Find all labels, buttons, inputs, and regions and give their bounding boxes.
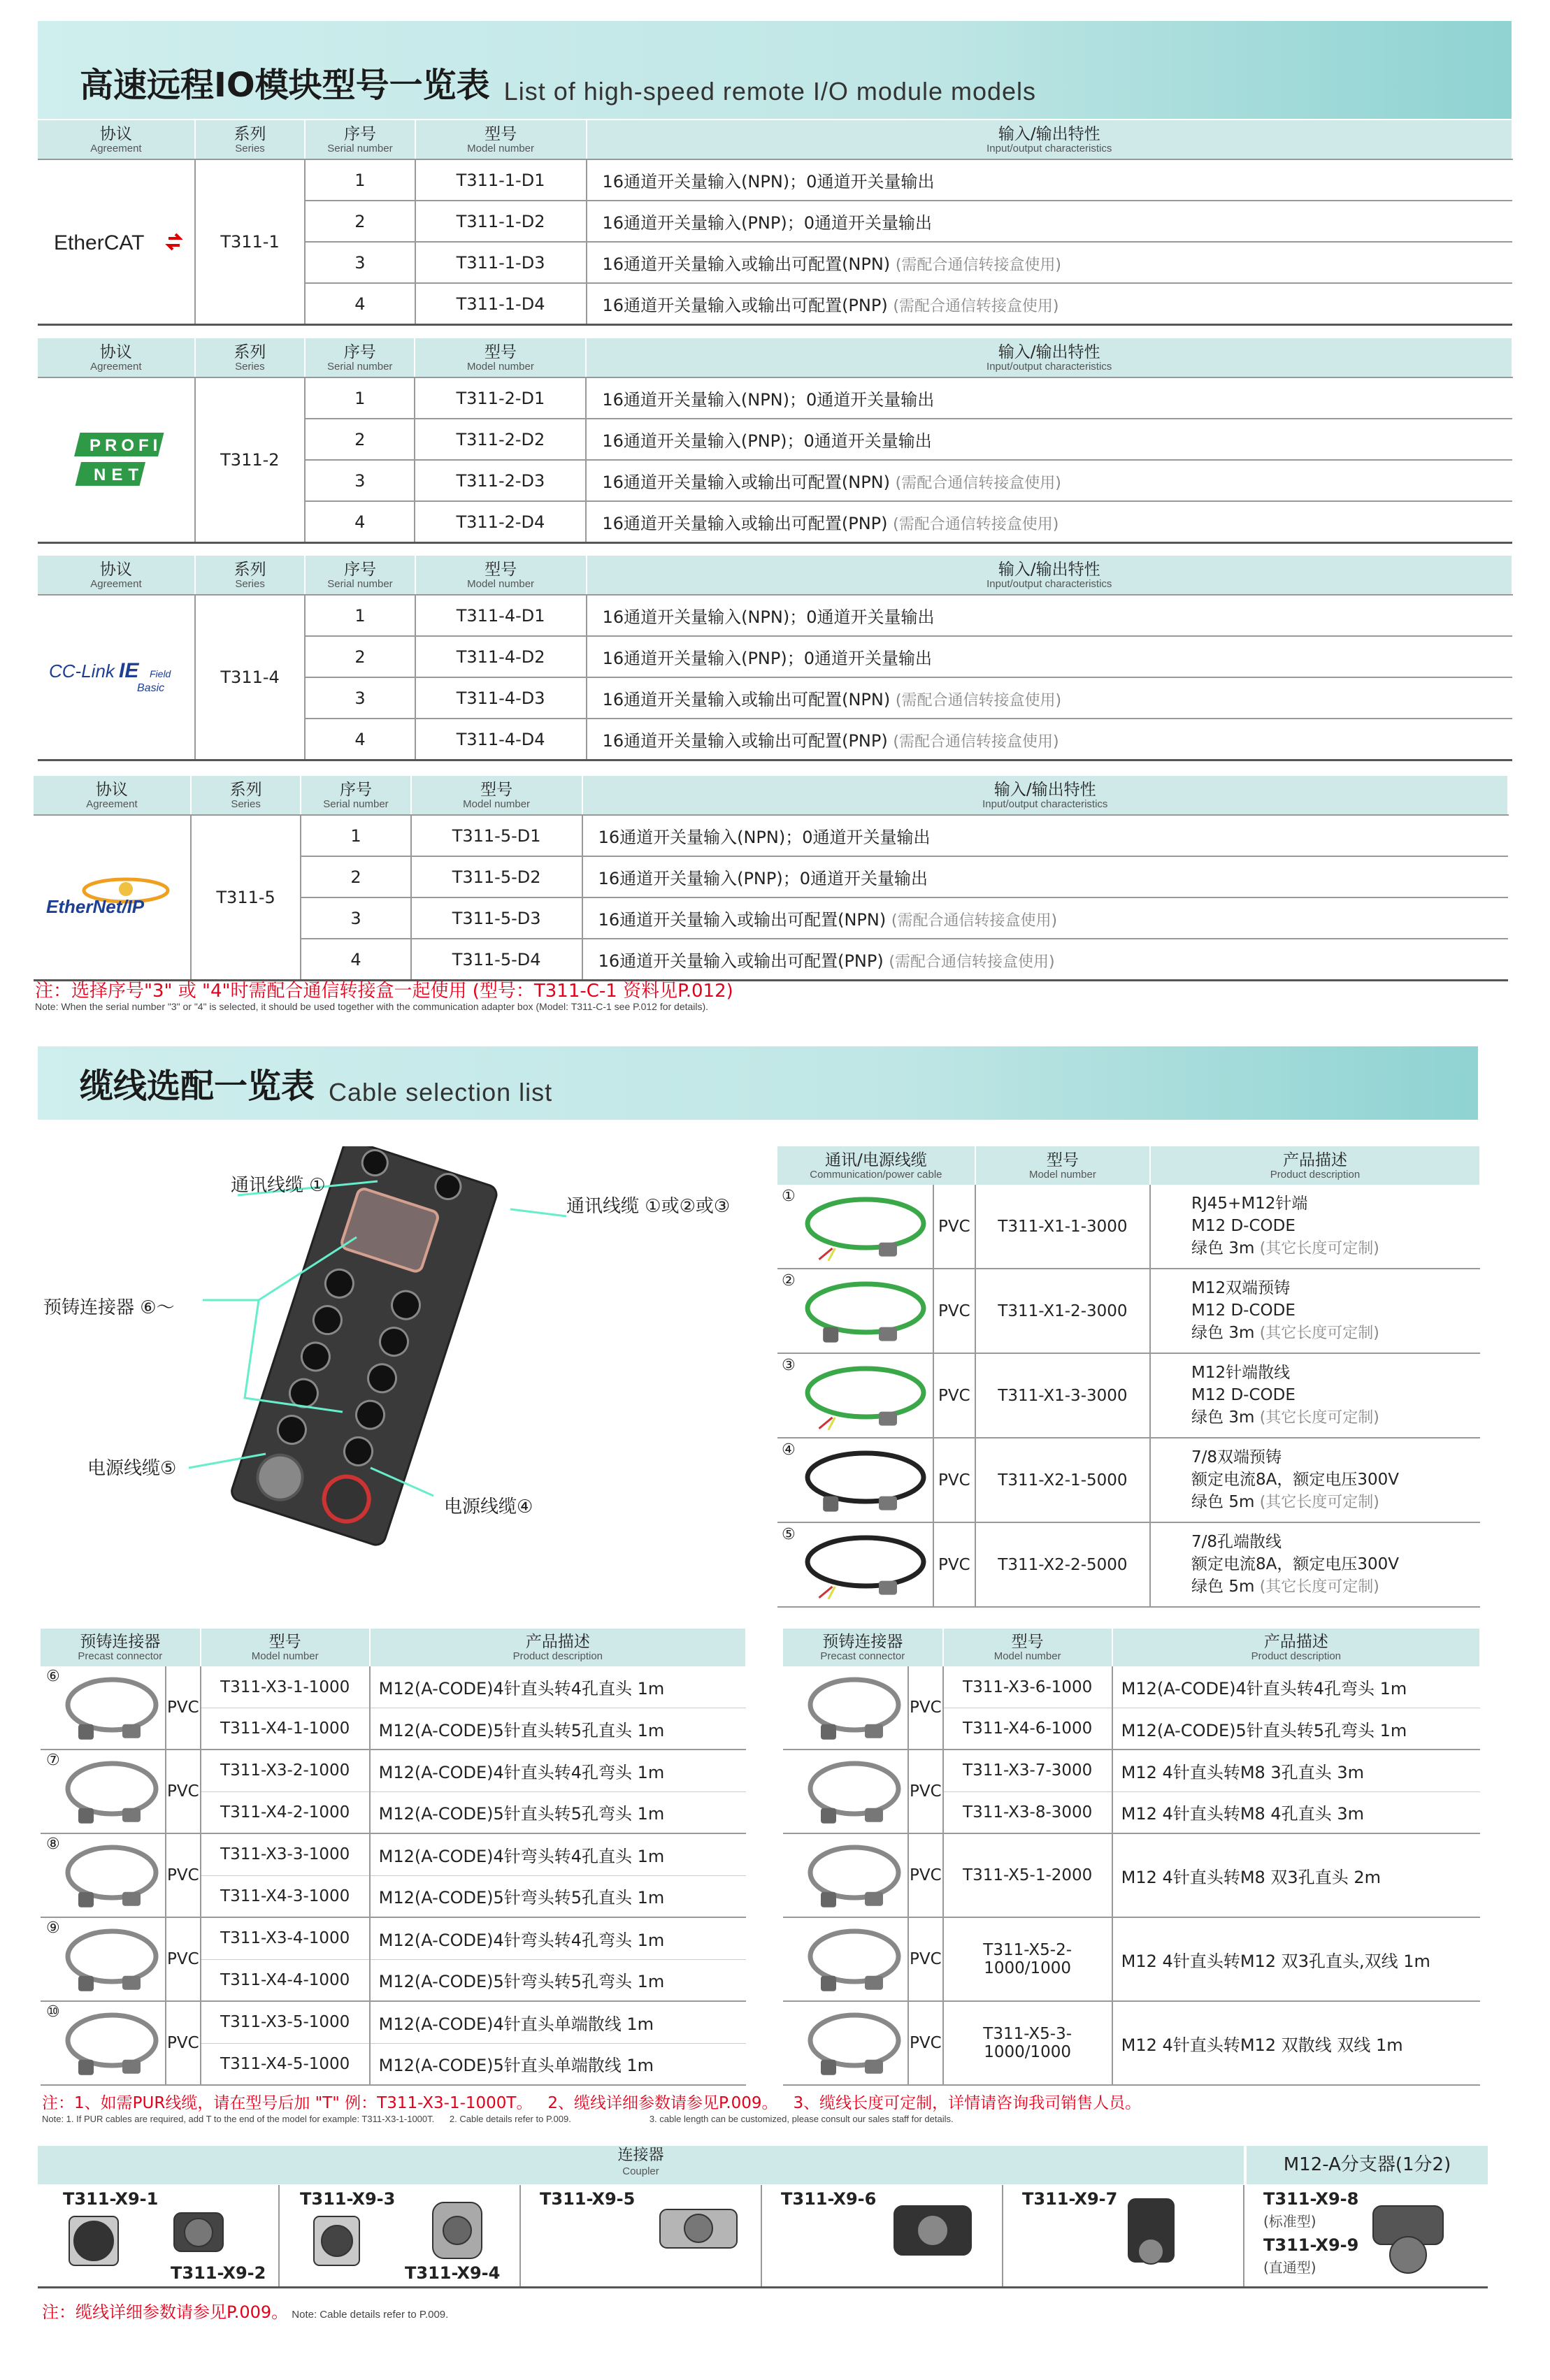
- coupler-x9-4: T311-X9-4: [405, 2263, 501, 2283]
- model-cell: T311-X3-8-3000: [943, 1791, 1112, 1833]
- label-precast: 预铸连接器 ⑥～: [43, 1297, 175, 1318]
- cable-icon: [59, 2005, 164, 2081]
- module-table: [38, 120, 1513, 326]
- coupler-x9-9-type: (直通型): [1263, 2259, 1316, 2276]
- material-cell: PVC: [933, 1353, 975, 1438]
- series-cell: T311-5: [191, 815, 301, 981]
- note3: 注：缆线详细参数请参见P.009。 Note: Cable details refer to P.009.: [42, 2302, 449, 2322]
- material-cell: PVC: [933, 1185, 975, 1269]
- serial-cell: 4: [301, 939, 410, 981]
- label-power4: 电源线缆④: [444, 1496, 533, 1517]
- cable-icon: [802, 1838, 907, 1913]
- serial-cell: 2: [305, 419, 415, 460]
- cable-icon: [799, 1274, 932, 1348]
- desc-cell: M12(A-CODE)5针弯头转5孔弯头 1m: [370, 1959, 746, 2001]
- desc-cell: M12(A-CODE)4针直头单端散线 1m: [370, 2001, 746, 2043]
- profinet-logo: [60, 428, 172, 491]
- section2-title: 缆线选配一览表: [80, 1067, 315, 1106]
- svg-text:IE: IE: [118, 659, 139, 682]
- section2-banner: [38, 1046, 1478, 1120]
- cable-image-cell: ④: [777, 1438, 933, 1522]
- io-cell: 16通道开关量输入(NPN)；0通道开关量输出: [587, 159, 1512, 201]
- cable-image-cell: ②: [777, 1269, 933, 1353]
- header-serial: 序号 Serial number: [305, 120, 415, 159]
- coupler-x9-8: T311-X9-8: [1263, 2189, 1359, 2209]
- ethercat-logo: [50, 224, 182, 259]
- module-row: [38, 595, 1512, 636]
- coupler-x9-9: T311-X9-9: [1263, 2235, 1359, 2255]
- model-cell: T311-4-D3: [415, 677, 587, 719]
- cable-icon: [59, 1754, 164, 1829]
- cable-image-cell: ①: [777, 1185, 933, 1269]
- header-model: 型号 Model number: [415, 338, 586, 377]
- model-cell: T311-1-D1: [415, 159, 587, 201]
- splitter-header: M12-A分支器(1分2): [1247, 2146, 1488, 2184]
- precast-row: [783, 1666, 1480, 1708]
- material-cell: PVC: [908, 1833, 943, 1917]
- model-cell: T311-X2-2-5000: [975, 1522, 1150, 1607]
- material-cell: PVC: [933, 1269, 975, 1353]
- material-cell: PVC: [933, 1438, 975, 1522]
- precast-image-cell: ⑦: [41, 1750, 166, 1833]
- coupler-x9-1: T311-X9-1: [63, 2189, 159, 2209]
- model-cell: T311-2-D2: [415, 419, 586, 460]
- protocol-cell: [38, 377, 195, 543]
- precast-row: [41, 2001, 746, 2043]
- material-cell: PVC: [166, 2001, 201, 2085]
- model-cell: T311-X3-3-1000: [201, 1833, 370, 1875]
- precast-row: [783, 1750, 1480, 1791]
- material-cell: PVC: [908, 1750, 943, 1833]
- header-serial: 序号 Serial number: [305, 338, 415, 377]
- io-cell: 16通道开关量输入或输出可配置(NPN) (需配合通信转接盒使用): [582, 897, 1508, 939]
- precast-row: [783, 2001, 1480, 2085]
- model-cell: T311-X3-7-3000: [943, 1750, 1112, 1791]
- section1-title: 高速远程IO模块型号一览表: [80, 66, 490, 105]
- module-row: [34, 815, 1508, 856]
- svg-text:NET: NET: [93, 466, 144, 484]
- io-cell: 16通道开关量输入或输出可配置(NPN) (需配合通信转接盒使用): [587, 242, 1512, 283]
- precast-image-cell: [783, 1917, 908, 2001]
- header-precast: 预铸连接器 Precast connector: [41, 1629, 201, 1666]
- material-cell: PVC: [908, 1666, 943, 1750]
- model-cell: T311-5-D4: [411, 939, 582, 981]
- io-cell: 16通道开关量输入(NPN)；0通道开关量输出: [586, 377, 1512, 419]
- io-cell: 16通道开关量输入(PNP)；0通道开关量输出: [582, 856, 1508, 897]
- svg-text:PROFI: PROFI: [89, 436, 162, 455]
- cable-icon: [799, 1190, 932, 1263]
- serial-cell: 3: [305, 677, 415, 719]
- serial-cell: 2: [301, 856, 410, 897]
- header-io: 输入/输出特性 Input/output characteristics: [582, 776, 1508, 815]
- model-cell: T311-4-D2: [415, 636, 587, 677]
- module-table: [34, 776, 1509, 981]
- serial-cell: 2: [305, 201, 415, 242]
- io-cell: 16通道开关量输入或输出可配置(PNP) (需配合通信转接盒使用): [582, 939, 1508, 981]
- precast-image-cell: [783, 1666, 908, 1750]
- protocol-cell: [34, 815, 191, 981]
- model-cell: T311-4-D1: [415, 595, 587, 636]
- cable-row: [777, 1269, 1480, 1353]
- serial-cell: 1: [305, 595, 415, 636]
- cable-select-table: [777, 1146, 1481, 1608]
- desc-cell: M12 4针直头转M8 4孔直头 3m: [1112, 1791, 1480, 1833]
- header-io: 输入/输出特性 Input/output characteristics: [586, 338, 1512, 377]
- cable-icon: [802, 1670, 907, 1745]
- coupler-x9-3: T311-X9-3: [300, 2189, 396, 2209]
- serial-cell: 3: [305, 242, 415, 283]
- serial-cell: 2: [305, 636, 415, 677]
- series-cell: T311-2: [195, 377, 305, 543]
- serial-cell: 4: [305, 719, 415, 760]
- coupler-x9-7: T311-X9-7: [1022, 2189, 1118, 2209]
- model-cell: T311-5-D1: [411, 815, 582, 856]
- io-cell: 16通道开关量输入或输出可配置(PNP) (需配合通信转接盒使用): [587, 719, 1512, 760]
- precast-row: [41, 1833, 746, 1875]
- coupler-x9-2: T311-X9-2: [171, 2263, 266, 2283]
- io-cell: 16通道开关量输入(PNP)；0通道开关量输出: [586, 419, 1512, 460]
- material-cell: PVC: [166, 1666, 201, 1750]
- desc-cell: M12 4针直头转M8 3孔直头 3m: [1112, 1750, 1480, 1791]
- model-cell: T311-X4-5-1000: [201, 2043, 370, 2085]
- cable-icon: [802, 1921, 907, 1997]
- cable-row: [777, 1353, 1480, 1438]
- note2-en: Note: 1. If PUR cables are required, add T to the end of the model for example: T311-X3-1-1000T. 2. Cable details refer to P.009. 3. cable length can be customized, please consult our sales staff for details.: [42, 2114, 954, 2124]
- model-cell: T311-4-D4: [415, 719, 587, 760]
- material-cell: PVC: [908, 1917, 943, 2001]
- model-cell: T311-X4-4-1000: [201, 1959, 370, 2001]
- desc-cell: 7/8孔端散线 额定电流8A，额定电压300V 绿色 5m (其它长度可定制): [1150, 1522, 1480, 1607]
- header-series: 系列 Series: [195, 120, 305, 159]
- precast-image-cell: [783, 2001, 908, 2085]
- io-cell: 16通道开关量输入(PNP)；0通道开关量输出: [587, 636, 1512, 677]
- desc-cell: M12(A-CODE)4针直头转4孔弯头 1m: [370, 1750, 746, 1791]
- precast-image-cell: ⑨: [41, 1917, 166, 2001]
- io-cell: 16通道开关量输入或输出可配置(NPN) (需配合通信转接盒使用): [587, 677, 1512, 719]
- precast-row: [41, 1917, 746, 1959]
- desc-cell: M12(A-CODE)5针直头单端散线 1m: [370, 2043, 746, 2085]
- material-cell: PVC: [933, 1522, 975, 1607]
- desc-cell: 7/8双端预铸 额定电流8A，额定电压300V 绿色 5m (其它长度可定制): [1150, 1438, 1480, 1522]
- model-cell: T311-X3-6-1000: [943, 1666, 1112, 1708]
- model-cell: T311-X1-2-3000: [975, 1269, 1150, 1353]
- desc-cell: RJ45+M12针端 M12 D-CODE 绿色 3m (其它长度可定制): [1150, 1185, 1480, 1269]
- header-model: 型号 Model number: [943, 1629, 1112, 1666]
- cable-image-cell: ③: [777, 1353, 933, 1438]
- header-model: 型号 Model number: [201, 1629, 370, 1666]
- model-cell: T311-X4-3-1000: [201, 1875, 370, 1917]
- series-cell: T311-1: [195, 159, 305, 325]
- model-cell: T311-X4-2-1000: [201, 1791, 370, 1833]
- cable-row: [777, 1185, 1480, 1269]
- desc-cell: M12 4针直头转M12 双散线 双线 1m: [1112, 2001, 1480, 2085]
- header-desc: 产品描述 Product description: [1150, 1146, 1480, 1185]
- label-comm123: 通讯线缆 ①或②或③: [566, 1196, 731, 1217]
- header-model: 型号 Model number: [415, 120, 587, 159]
- desc-cell: M12 4针直头转M12 双3孔直头,双线 1m: [1112, 1917, 1480, 2001]
- module-table: [38, 338, 1513, 544]
- cable-icon: [59, 1670, 164, 1745]
- header-agreement: 协议 Agreement: [38, 120, 195, 159]
- series-cell: T311-4: [195, 595, 305, 760]
- module-row: [38, 159, 1512, 201]
- desc-cell: M12 4针直头转M8 双3孔直头 2m: [1112, 1833, 1480, 1917]
- coupler-x9-5: T311-X9-5: [540, 2189, 636, 2209]
- model-cell: T311-X1-1-3000: [975, 1185, 1150, 1269]
- desc-cell: M12双端预铸 M12 D-CODE 绿色 3m (其它长度可定制): [1150, 1269, 1480, 1353]
- desc-cell: M12(A-CODE)5针直头转5孔弯头 1m: [370, 1791, 746, 1833]
- precast-image-cell: [783, 1833, 908, 1917]
- coupler-header: 连接器 Coupler: [38, 2146, 1244, 2184]
- material-cell: PVC: [166, 1917, 201, 2001]
- io-cell: 16通道开关量输入(PNP)；0通道开关量输出: [587, 201, 1512, 242]
- protocol-cell: [38, 159, 195, 325]
- cable-icon: [59, 1838, 164, 1913]
- header-cable: 通讯/电源线缆 Communication/power cable: [777, 1146, 975, 1185]
- header-model: 型号 Model number: [415, 556, 587, 595]
- header-desc: 产品描述 Product description: [370, 1629, 746, 1666]
- header-series: 系列 Series: [195, 556, 305, 595]
- module-table: [38, 556, 1513, 761]
- precast-image-cell: ⑥: [41, 1666, 166, 1750]
- header-serial: 序号 Serial number: [301, 776, 410, 815]
- section1-subtitle: List of high-speed remote I/O module models: [503, 77, 1037, 106]
- serial-cell: 1: [301, 815, 410, 856]
- serial-cell: 4: [305, 501, 415, 543]
- io-cell: 16通道开关量输入或输出可配置(PNP) (需配合通信转接盒使用): [586, 501, 1512, 543]
- model-cell: T311-5-D2: [411, 856, 582, 897]
- coupler-x9-8-type: (标准型): [1263, 2213, 1316, 2230]
- cable-icon: [799, 1528, 932, 1601]
- header-model: 型号 Model number: [975, 1146, 1150, 1185]
- desc-cell: M12(A-CODE)5针直头转5孔直头 1m: [370, 1708, 746, 1750]
- desc-cell: M12(A-CODE)5针直头转5孔弯头 1m: [1112, 1708, 1480, 1750]
- io-cell: 16通道开关量输入或输出可配置(NPN) (需配合通信转接盒使用): [586, 460, 1512, 501]
- serial-cell: 1: [305, 377, 415, 419]
- header-precast: 预铸连接器 Precast connector: [783, 1629, 943, 1666]
- header-series: 系列 Series: [195, 338, 305, 377]
- header-model: 型号 Model number: [411, 776, 582, 815]
- model-cell: T311-X3-2-1000: [201, 1750, 370, 1791]
- svg-text:CC-Link: CC-Link: [48, 661, 115, 681]
- model-cell: T311-2-D4: [415, 501, 586, 543]
- desc-cell: M12(A-CODE)5针弯头转5孔直头 1m: [370, 1875, 746, 1917]
- material-cell: PVC: [908, 2001, 943, 2085]
- model-cell: T311-X3-5-1000: [201, 2001, 370, 2043]
- serial-cell: 4: [305, 283, 415, 325]
- coupler-x9-6: T311-X9-6: [781, 2189, 877, 2209]
- cable-icon: [799, 1359, 932, 1432]
- header-desc: 产品描述 Product description: [1112, 1629, 1480, 1666]
- desc-cell: M12(A-CODE)4针直头转4孔弯头 1m: [1112, 1666, 1480, 1708]
- label-comm1: 通讯线缆 ①: [231, 1175, 326, 1196]
- section2-subtitle: Cable selection list: [329, 1078, 553, 1106]
- header-series: 系列 Series: [191, 776, 301, 815]
- model-cell: T311-1-D2: [415, 201, 587, 242]
- cable-icon: [802, 2005, 907, 2081]
- cable-icon: [802, 1754, 907, 1829]
- serial-cell: 3: [301, 897, 410, 939]
- header-agreement: 协议 Agreement: [38, 556, 195, 595]
- precast-row: [41, 1750, 746, 1791]
- svg-text:EtherNet/IP: EtherNet/IP: [45, 896, 145, 917]
- model-cell: T311-X3-1-1000: [201, 1666, 370, 1708]
- cclink-logo: [46, 656, 186, 698]
- header-io: 输入/输出特性 Input/output characteristics: [587, 120, 1512, 159]
- model-cell: T311-X5-2-1000/1000: [943, 1917, 1112, 2001]
- precast-image-cell: ⑩: [41, 2001, 166, 2085]
- model-cell: T311-X2-1-5000: [975, 1438, 1150, 1522]
- model-cell: T311-1-D4: [415, 283, 587, 325]
- precast-row: [783, 1917, 1480, 2001]
- svg-text:EtherCAT: EtherCAT: [53, 231, 145, 254]
- header-agreement: 协议 Agreement: [34, 776, 191, 815]
- io-cell: 16通道开关量输入(NPN)；0通道开关量输出: [582, 815, 1508, 856]
- svg-text:Basic: Basic: [136, 682, 165, 694]
- model-cell: T311-X5-3-1000/1000: [943, 2001, 1112, 2085]
- model-cell: T311-X4-6-1000: [943, 1708, 1112, 1750]
- precast-image-cell: [783, 1750, 908, 1833]
- precast-table-precast_left: [41, 1629, 747, 2086]
- header-agreement: 协议 Agreement: [38, 338, 195, 377]
- coupler-strip: [38, 2185, 1488, 2288]
- section1-banner: [38, 21, 1512, 119]
- desc-cell: M12(A-CODE)4针直头转4孔直头 1m: [370, 1666, 746, 1708]
- model-cell: T311-X1-3-3000: [975, 1353, 1150, 1438]
- cable-row: [777, 1438, 1480, 1522]
- desc-cell: M12针端散线 M12 D-CODE 绿色 3m (其它长度可定制): [1150, 1353, 1480, 1438]
- cable-image-cell: ⑤: [777, 1522, 933, 1607]
- protocol-cell: [38, 595, 195, 760]
- svg-text:Field: Field: [149, 668, 171, 679]
- serial-cell: 3: [305, 460, 415, 501]
- serial-cell: 1: [305, 159, 415, 201]
- material-cell: PVC: [166, 1750, 201, 1833]
- model-cell: T311-2-D1: [415, 377, 586, 419]
- model-cell: T311-X5-1-2000: [943, 1833, 1112, 1917]
- precast-row: [41, 1666, 746, 1708]
- model-cell: T311-2-D3: [415, 460, 586, 501]
- precast-table-precast_right: [783, 1629, 1481, 2086]
- cable-icon: [59, 1921, 164, 1997]
- model-cell: T311-X4-1-1000: [201, 1708, 370, 1750]
- model-cell: T311-X3-4-1000: [201, 1917, 370, 1959]
- note1-zh: 注：选择序号"3" 或 "4"时需配合通信转接盒一起使用 (型号：T311-C-1 资料见P.012): [35, 981, 733, 1002]
- cable-row: [777, 1522, 1480, 1607]
- module-row: [38, 377, 1512, 419]
- model-cell: T311-5-D3: [411, 897, 582, 939]
- header-io: 输入/输出特性 Input/output characteristics: [587, 556, 1512, 595]
- io-cell: 16通道开关量输入(NPN)；0通道开关量输出: [587, 595, 1512, 636]
- precast-image-cell: ⑧: [41, 1833, 166, 1917]
- material-cell: PVC: [166, 1833, 201, 1917]
- note2-zh: 注：1、如需PUR线缆，请在型号后加 "T" 例：T311-X3-1-1000T。 2、缆线详细参数请参见P.009。 3、缆线长度可定制，详情请咨询我司销售人员。: [42, 2094, 1142, 2112]
- cable-icon: [799, 1443, 932, 1517]
- io-cell: 16通道开关量输入或输出可配置(PNP) (需配合通信转接盒使用): [587, 283, 1512, 325]
- precast-row: [783, 1833, 1480, 1917]
- label-power5: 电源线缆⑤: [87, 1458, 177, 1479]
- header-serial: 序号 Serial number: [305, 556, 415, 595]
- desc-cell: M12(A-CODE)4针弯头转4孔直头 1m: [370, 1833, 746, 1875]
- ethernetip-logo: [42, 870, 182, 925]
- note1-en: Note: When the serial number "3" or "4" is selected, it should be used together with the communication adapter box (Model: T311-C-1 see P.012 for details).: [35, 1001, 709, 1012]
- desc-cell: M12(A-CODE)4针弯头转4孔弯头 1m: [370, 1917, 746, 1959]
- model-cell: T311-1-D3: [415, 242, 587, 283]
